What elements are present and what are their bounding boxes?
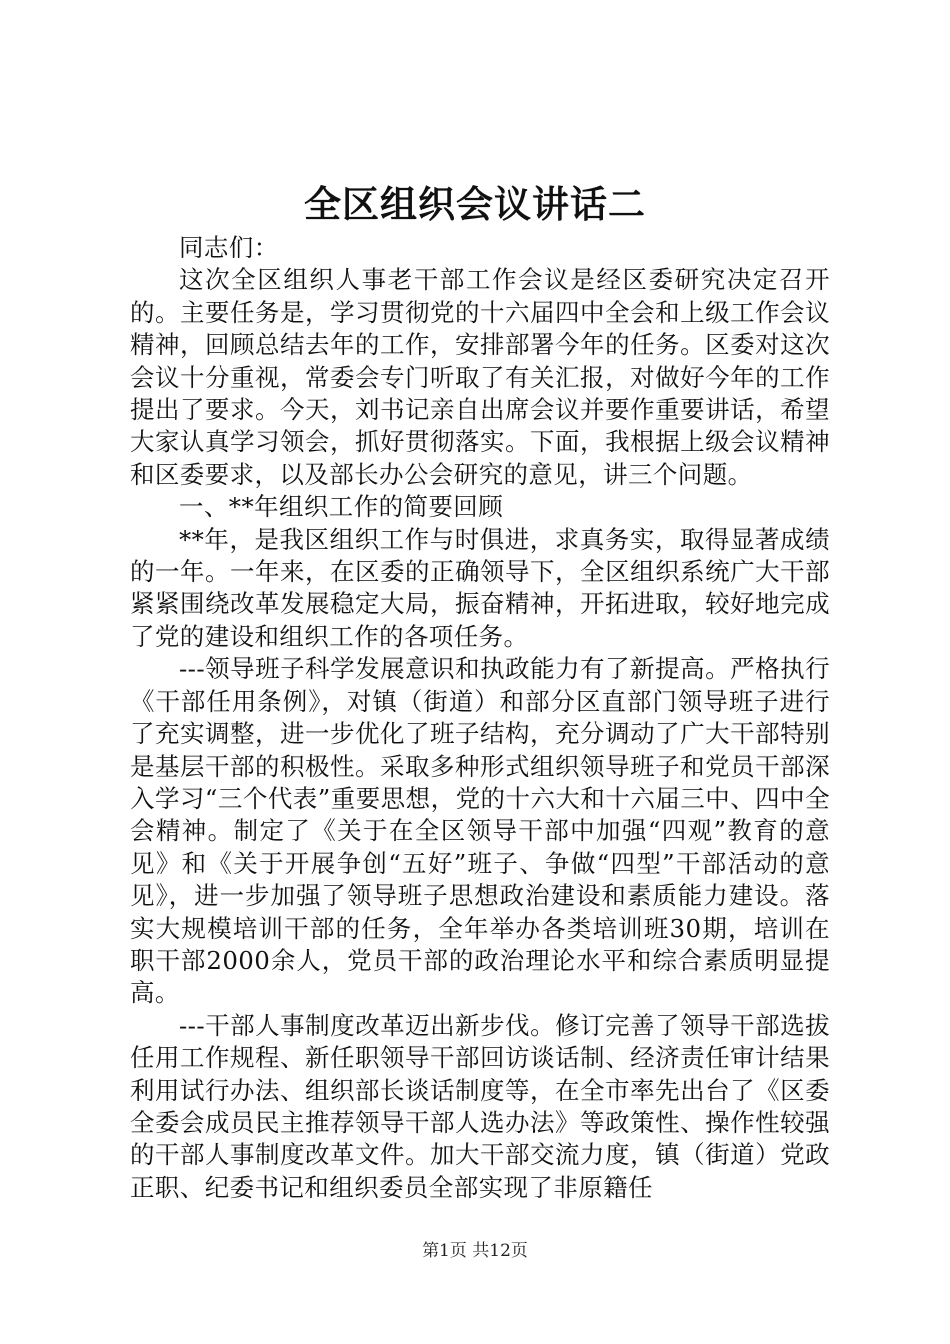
paragraph-intro: 这次全区组织人事老干部工作会议是经区委研究决定召开的。主要任务是，学习贯彻党的十六届四中全会和上级工作会议精神，回顾总结去年的工作，安排部署今年的任务。区委对这次会议十分重视，常委会专门听取了有关汇报，对做好今年的工作提出了要求。今天，刘书记亲自出席会议并要作重要讲话，希望大家认真学习领会，抓好贯彻落实。下面，我根据上级会议精神和区委要求，以及部长办公会研究的意见，讲三个问题。 [130, 265, 830, 489]
paragraph-reform: ---干部人事制度改革迈出新步伐。修订完善了领导干部选拔任用工作规程、新任职领导干部回访谈话制、经济责任审计结果利用试行办法、组织部长谈话制度等，在全市率先出台了《区委全委会成员民主推荐领导干部人选办法》等政策性、操作性较强的干部人事制度改革文件。加大干部交流力度，镇（街道）党政正职、纪委书记和组织委员全部实现了非原籍任 [130, 1010, 830, 1202]
section-heading: 一、**年组织工作的简要回顾 [179, 492, 504, 522]
paragraph-leadership: ---领导班子科学发展意识和执政能力有了新提高。严格执行《干部任用条例》，对镇（街道）和部分区直部门领导班子进行了充实调整，进一步优化了班子结构，充分调动了广大干部特别是基层干部的积极性。采取多种形式组织领导班子和党员干部深入学习“三个代表”重要思想，党的十六大和十六届三中、四中全会精神。制定了《关于在全区领导干部中加强“四观”教育的意见》和《关于开展争创“五好”班子、争做“四型”干部活动的意见》，进一步加强了领导班子思想政治建设和素质能力建设。落实大规模培训干部的任务，全年举办各类培训班30期，培训在职干部2000余人，党员干部的政治理论水平和综合素质明显提高。 [130, 654, 830, 1008]
page-title: 全区组织会议讲话二 [304, 182, 646, 226]
salutation: 同志们： [179, 233, 279, 262]
paragraph-review: **年，是我区组织工作与时俱进，求真务实，取得显著成绩的一年。一年来，在区委的正确领导下，全区组织系统广大干部紧紧围绕改革发展稳定大局，振奋精神，开拓进取，较好地完成了党的建设和组织工作的各项任务。 [130, 524, 830, 651]
page-number-footer: 第1页 共12页 [422, 1241, 528, 1261]
document-body [130, 232, 830, 1204]
